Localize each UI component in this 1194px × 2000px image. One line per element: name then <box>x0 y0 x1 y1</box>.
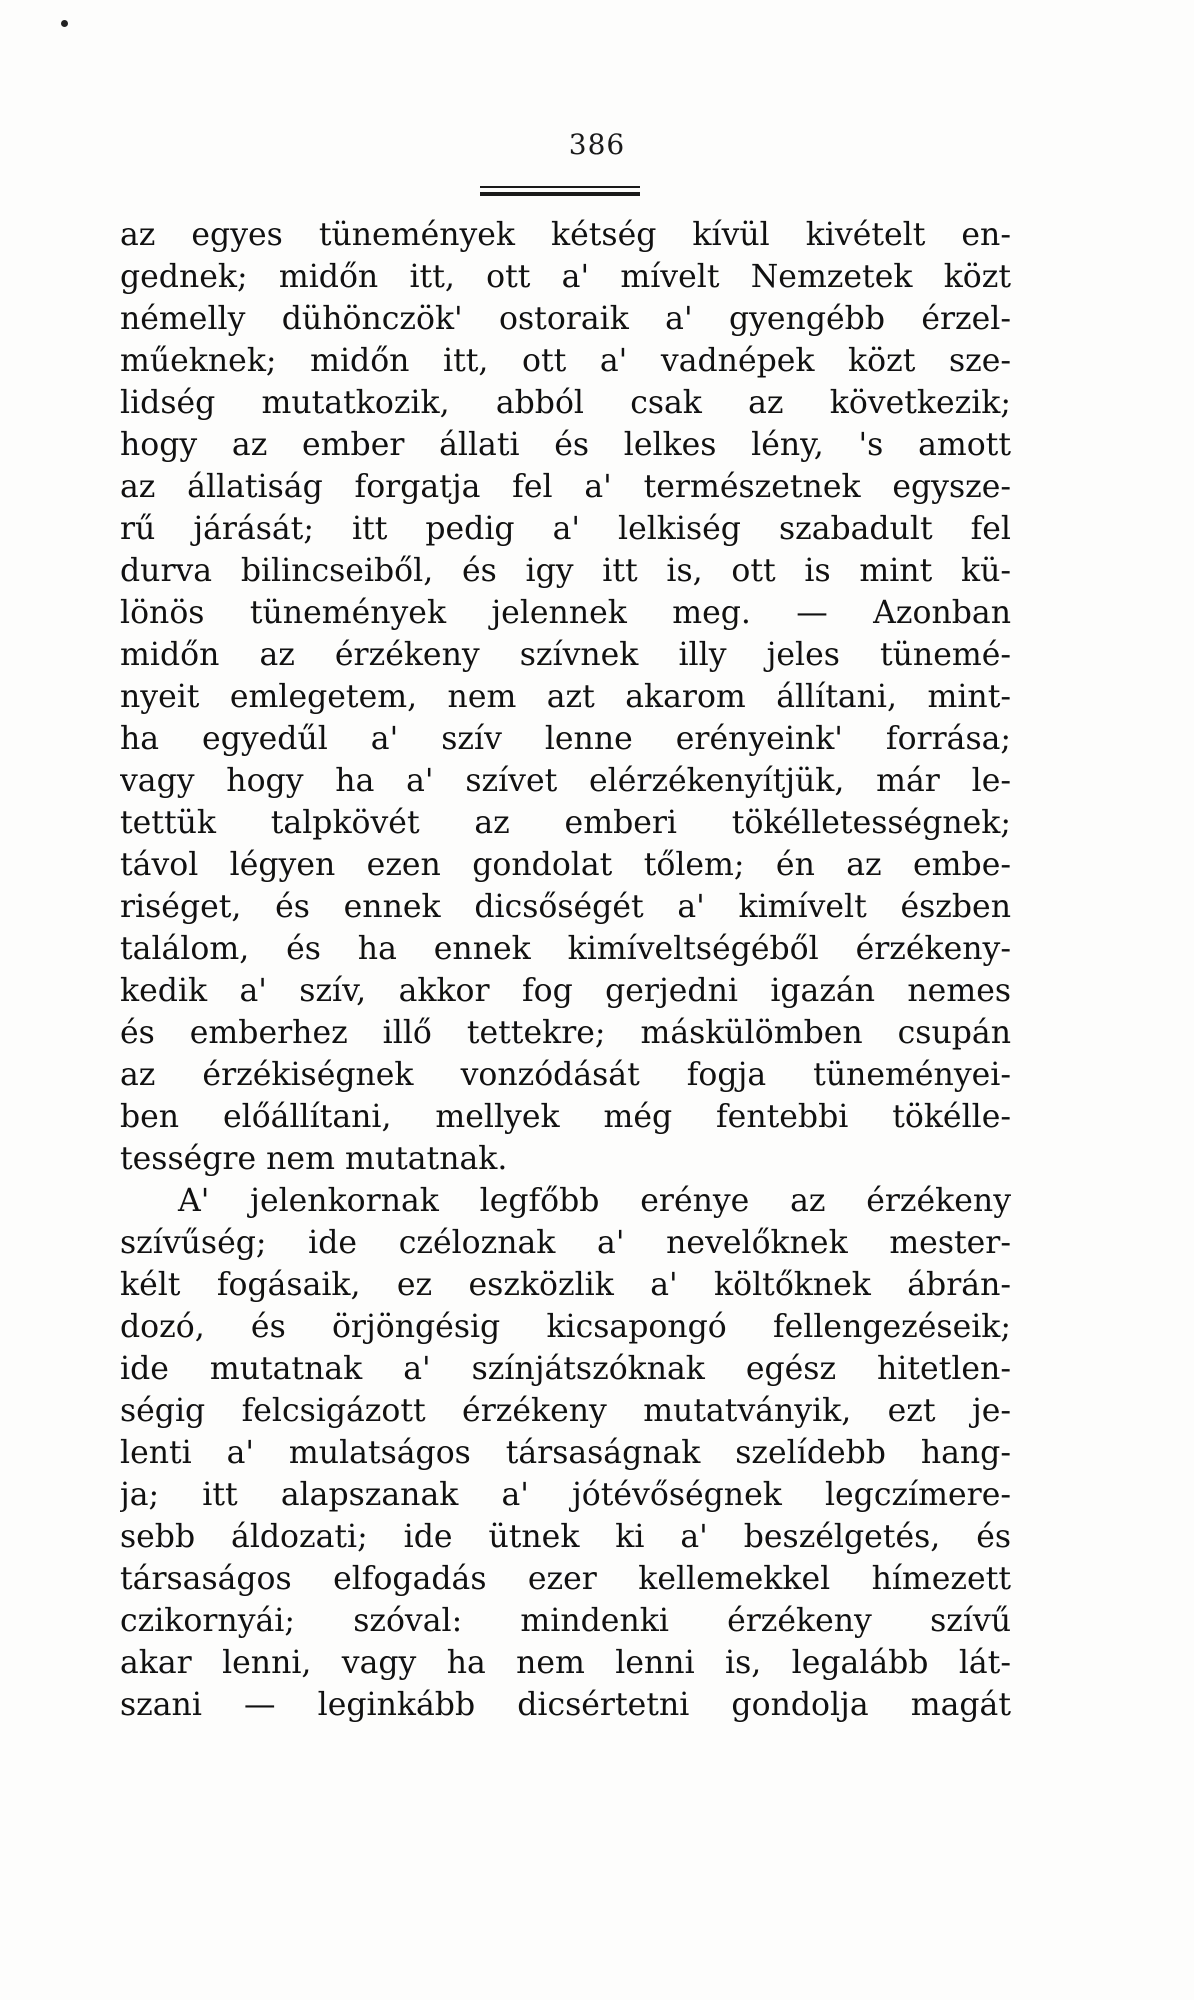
body-text <box>120 214 1011 1726</box>
text-line: lidség mutatkozik, abból csak az következik; <box>120 385 1011 421</box>
text-line: tettük talpkövét az emberi tökélletességnek; <box>120 805 1011 841</box>
paragraph-end-line: tességre nem mutatnak. <box>120 1141 508 1177</box>
text-line: és emberhez illő tettekre; máskülömben csupán <box>120 1015 1011 1051</box>
text-line: az érzékiségnek vonzódását fogja tüneményei- <box>120 1057 1011 1093</box>
text-line: ségig felcsigázott érzékeny mutatványik, ezt je- <box>120 1393 1011 1429</box>
text-line: rű járását; itt pedig a' lelkiség szabadult fel <box>120 511 1011 547</box>
text-line: ha egyedűl a' szív lenne erényeink' forrása; <box>120 721 1011 757</box>
text-line: társaságos elfogadás ezer kellemekkel hímezett <box>120 1561 1011 1597</box>
text-line: az egyes tünemények kétség kívül kivételt en- <box>120 217 1011 253</box>
text-line: kedik a' szív, akkor fog gerjedni igazán nemes <box>120 973 1011 1009</box>
text-line: gednek; midőn itt, ott a' mívelt Nemzetek közt <box>120 259 1011 295</box>
header-rule-thin <box>480 186 640 188</box>
text-line: műeknek; midőn itt, ott a' vadnépek közt sze- <box>120 343 1011 379</box>
text-line: riséget, és ennek dicsőségét a' kimívelt észben <box>120 889 1011 925</box>
ink-speck <box>61 20 68 27</box>
text-line: nyeit emlegetem, nem azt akarom állítani, mint- <box>120 679 1011 715</box>
text-line: távol légyen ezen gondolat tőlem; én az embe- <box>120 847 1011 883</box>
text-line: sebb áldozati; ide ütnek ki a' beszélgetés, és <box>120 1519 1011 1555</box>
text-line: ide mutatnak a' színjátszóknak egész hitetlen- <box>120 1351 1011 1387</box>
text-line: szani — leginkább dicsértetni gondolja magát <box>120 1687 1011 1723</box>
text-line: találom, és ha ennek kimíveltségéből érzékeny- <box>120 931 1011 967</box>
text-line: dozó, és örjöngésig kicsapongó fellengezéseik; <box>120 1309 1011 1345</box>
text-line: hogy az ember állati és lelkes lény, 's amott <box>120 427 1011 463</box>
paragraph-start-line: A' jelenkornak legfőbb erénye az érzékeny <box>178 1183 1011 1219</box>
header-rule-thick <box>480 192 640 196</box>
text-line: durva bilincseiből, és igy itt is, ott is mint kü- <box>120 553 1011 589</box>
text-line: némelly dühönczök' ostoraik a' gyengébb érzel- <box>120 301 1011 337</box>
text-line: czikornyái; szóval: mindenki érzékeny szívű <box>120 1603 1011 1639</box>
text-line: kélt fogásaik, ez eszközlik a' költőknek ábrán- <box>120 1267 1011 1303</box>
text-line: lenti a' mulatságos társaságnak szelídebb hang- <box>120 1435 1011 1471</box>
text-line: ja; itt alapszanak a' jótévőségnek legczímere- <box>120 1477 1011 1513</box>
text-line: vagy hogy ha a' szívet elérzékenyítjük, már le- <box>120 763 1011 799</box>
text-line: szívűség; ide czéloznak a' nevelőknek mester- <box>120 1225 1011 1261</box>
text-line: akar lenni, vagy ha nem lenni is, legalább lát- <box>120 1645 1011 1681</box>
page-number: 386 <box>568 128 626 161</box>
text-line: midőn az érzékeny szívnek illy jeles tünemé- <box>120 637 1011 673</box>
text-line: lönös tünemények jelennek meg. — Azonban <box>120 595 1011 631</box>
text-line: az állatiság forgatja fel a' természetnek egysze- <box>120 469 1011 505</box>
text-line: ben előállítani, mellyek még fentebbi tökélle- <box>120 1099 1011 1135</box>
